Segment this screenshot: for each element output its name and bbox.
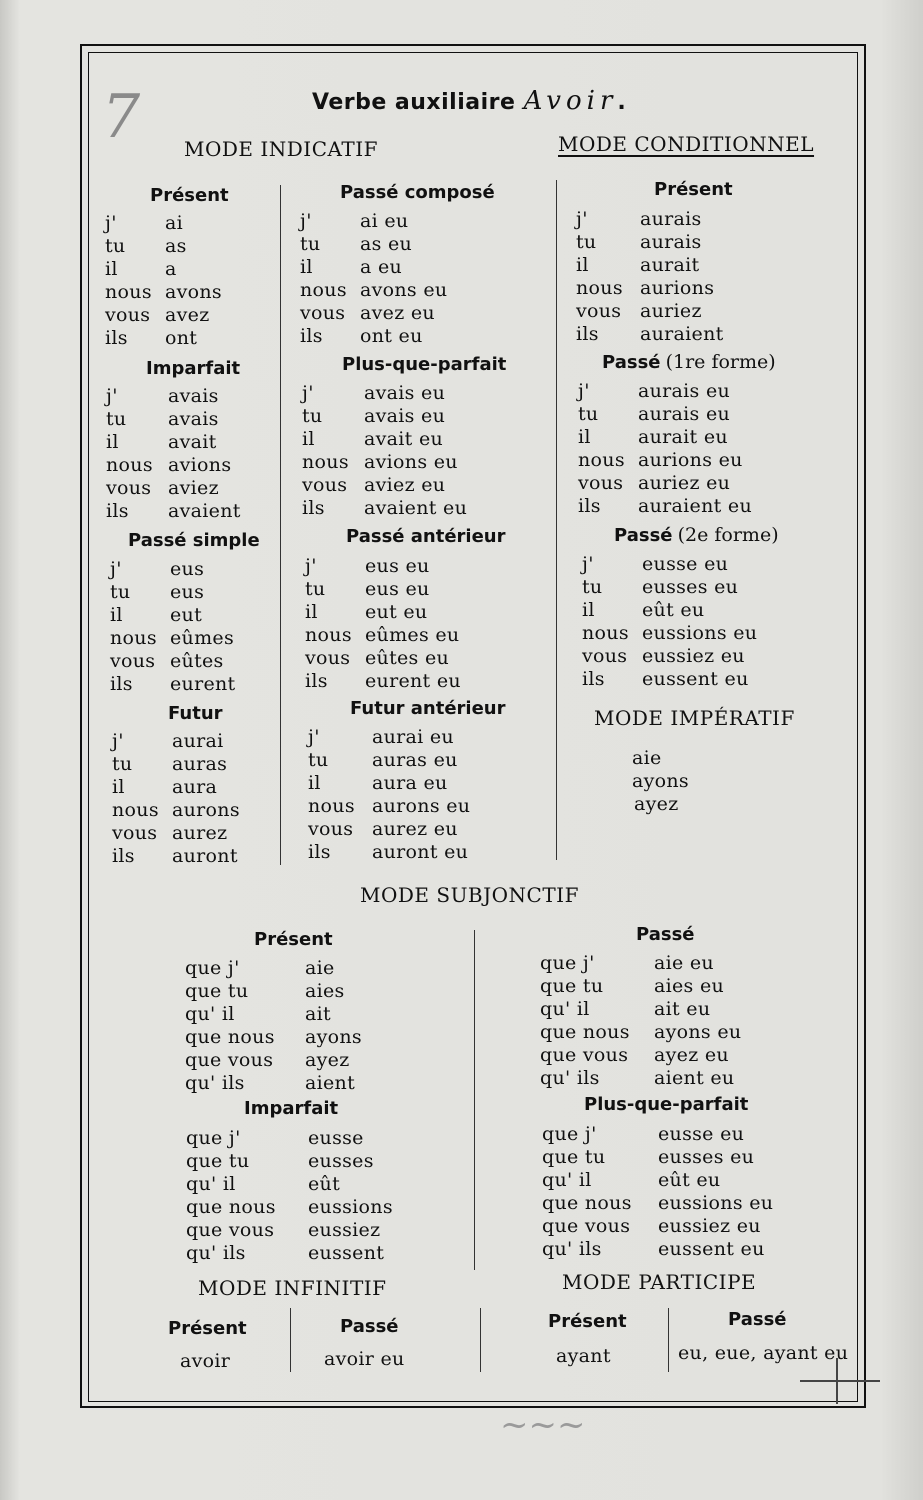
conj-form: aura eu bbox=[372, 772, 448, 794]
conj-form: as bbox=[165, 235, 187, 257]
conj-pronoun: que tu bbox=[185, 980, 249, 1002]
conj-pronoun: qu' ils bbox=[186, 1242, 246, 1264]
conj-pronoun: j' bbox=[106, 385, 118, 407]
conj-form: avais eu bbox=[364, 405, 446, 427]
conj-form: aurai eu bbox=[372, 726, 454, 748]
conj-form: avais bbox=[168, 385, 219, 407]
conj-pronoun: vous bbox=[302, 474, 348, 496]
conj-form: eusses eu bbox=[642, 576, 739, 598]
conj-form: ont eu bbox=[360, 325, 423, 347]
participe-present-value: ayant bbox=[556, 1345, 611, 1367]
conj-pronoun: il bbox=[112, 776, 125, 798]
participe-passe-label: Passé bbox=[728, 1309, 787, 1330]
conj-form: avons bbox=[165, 281, 222, 303]
page-title bbox=[312, 88, 626, 114]
conj-pronoun: nous bbox=[302, 451, 349, 473]
conj-pronoun: ils bbox=[110, 673, 133, 695]
conj-form: aurait eu bbox=[638, 426, 728, 448]
conj-pronoun: tu bbox=[576, 231, 597, 253]
conj-form: auras bbox=[172, 753, 228, 775]
conj-form: avait bbox=[168, 431, 217, 453]
conj-pronoun: tu bbox=[305, 578, 326, 600]
conj-form: eussions eu bbox=[642, 622, 758, 644]
infinitif-passe-label: Passé bbox=[340, 1316, 399, 1337]
mode-subjonctif-heading: MODE SUBJONCTIF bbox=[360, 883, 579, 907]
tense-cond-present: Présent bbox=[654, 179, 733, 200]
tense-subj-present: Présent bbox=[254, 929, 333, 950]
mode-participe-heading: MODE PARTICIPE bbox=[562, 1270, 757, 1294]
conj-form: ait eu bbox=[654, 998, 711, 1020]
conj-pronoun: vous bbox=[105, 304, 151, 326]
conj-pronoun: j' bbox=[110, 558, 122, 580]
conj-pronoun: vous bbox=[110, 650, 156, 672]
tense-cond-passe2 bbox=[614, 526, 779, 545]
conj-pronoun: tu bbox=[106, 408, 127, 430]
tense-passe-simple: Passé simple bbox=[128, 530, 260, 551]
conj-form: ai bbox=[165, 212, 184, 234]
mode-conditionnel-heading: MODE CONDITIONNEL bbox=[558, 132, 815, 156]
conj-pronoun: que vous bbox=[542, 1215, 631, 1237]
conj-pronoun: que j' bbox=[540, 952, 595, 974]
conj-form: aies bbox=[305, 980, 345, 1002]
conj-pronoun: qu' ils bbox=[185, 1072, 245, 1094]
conj-form: avions eu bbox=[364, 451, 458, 473]
conj-pronoun: j' bbox=[305, 555, 317, 577]
conj-form: eussent eu bbox=[642, 668, 749, 690]
conj-pronoun: vous bbox=[582, 645, 628, 667]
conj-pronoun: nous bbox=[578, 449, 625, 471]
conj-pronoun: que tu bbox=[542, 1146, 606, 1168]
conj-pronoun: j' bbox=[112, 730, 124, 752]
divider-participe bbox=[668, 1308, 669, 1372]
tense-passe-compose: Passé composé bbox=[340, 182, 495, 203]
conj-form: aurions eu bbox=[638, 449, 743, 471]
conj-pronoun: tu bbox=[582, 576, 603, 598]
mode-infinitif-heading: MODE INFINITIF bbox=[198, 1276, 387, 1300]
conj-form: eusse eu bbox=[658, 1123, 745, 1145]
conj-form: eusses bbox=[308, 1150, 374, 1172]
conj-pronoun: vous bbox=[300, 302, 346, 324]
conj-pronoun: j' bbox=[105, 212, 117, 234]
conj-pronoun: nous bbox=[308, 795, 355, 817]
conj-form: aies eu bbox=[654, 975, 725, 997]
conj-pronoun: qu' ils bbox=[540, 1067, 600, 1089]
tense-cond-passe1-note: (1re forme) bbox=[665, 351, 776, 373]
conj-form: aurait bbox=[640, 254, 700, 276]
conj-form: eusse bbox=[308, 1127, 364, 1149]
infinitif-present-label: Présent bbox=[168, 1318, 247, 1339]
conj-form: aie eu bbox=[654, 952, 714, 974]
conj-form: aurez bbox=[172, 822, 228, 844]
conj-form: eûtes bbox=[170, 650, 224, 672]
tense-cond-passe2-note: (2e forme) bbox=[677, 524, 779, 546]
conj-pronoun: nous bbox=[110, 627, 157, 649]
conj-form: auras eu bbox=[372, 749, 458, 771]
conj-pronoun: il bbox=[305, 601, 318, 623]
conj-pronoun: tu bbox=[110, 581, 131, 603]
conj-form: eut bbox=[170, 604, 203, 626]
conj-form: aurons bbox=[172, 799, 240, 821]
participe-passe-value: eu, eue, ayant eu bbox=[678, 1342, 849, 1364]
pencil-mark-seven: 7 bbox=[102, 82, 141, 152]
conj-form: eûmes bbox=[170, 627, 234, 649]
conj-form: eut eu bbox=[365, 601, 428, 623]
conj-pronoun: ils bbox=[308, 841, 331, 863]
conj-form: aurai bbox=[172, 730, 224, 752]
conj-form: avait eu bbox=[364, 428, 444, 450]
divider-middle-bottom bbox=[480, 1308, 481, 1372]
conj-form: aurons eu bbox=[372, 795, 471, 817]
conj-form: eussions eu bbox=[658, 1192, 774, 1214]
conj-pronoun: nous bbox=[105, 281, 152, 303]
conj-pronoun: tu bbox=[105, 235, 126, 257]
conj-pronoun: j' bbox=[302, 382, 314, 404]
conj-form: aurais eu bbox=[638, 380, 731, 402]
tense-cond-passe1 bbox=[602, 353, 776, 372]
conj-form: aurais eu bbox=[638, 403, 731, 425]
pen-cross-mark bbox=[800, 1380, 880, 1382]
conj-pronoun: ils bbox=[106, 500, 129, 522]
conj-form: auraient bbox=[640, 323, 724, 345]
conj-form: eus eu bbox=[365, 578, 430, 600]
conj-pronoun: j' bbox=[582, 553, 594, 575]
conj-pronoun: tu bbox=[300, 233, 321, 255]
conj-pronoun: il bbox=[308, 772, 321, 794]
conj-pronoun: ils bbox=[302, 497, 325, 519]
conj-form: eusses eu bbox=[658, 1146, 755, 1168]
conj-pronoun: qu' il bbox=[540, 998, 590, 1020]
tense-subj-imparfait: Imparfait bbox=[244, 1098, 339, 1119]
conj-pronoun: vous bbox=[308, 818, 354, 840]
conj-pronoun: qu' il bbox=[185, 1003, 235, 1025]
conj-form: avions bbox=[168, 454, 232, 476]
conj-pronoun: que j' bbox=[542, 1123, 597, 1145]
conj-pronoun: j' bbox=[308, 726, 320, 748]
conj-form: aient bbox=[305, 1072, 356, 1094]
conj-form: aurez eu bbox=[372, 818, 458, 840]
conj-pronoun: que tu bbox=[186, 1150, 250, 1172]
imperatif-form-1: aie bbox=[632, 747, 662, 769]
conj-pronoun: nous bbox=[300, 279, 347, 301]
conj-pronoun: tu bbox=[112, 753, 133, 775]
participe-present-label: Présent bbox=[548, 1311, 627, 1332]
conj-pronoun: tu bbox=[302, 405, 323, 427]
conj-pronoun: que vous bbox=[185, 1049, 274, 1071]
conj-pronoun: vous bbox=[578, 472, 624, 494]
conj-form: ait bbox=[305, 1003, 331, 1025]
conj-form: eûmes eu bbox=[365, 624, 460, 646]
conj-pronoun: il bbox=[106, 431, 119, 453]
infinitif-present-value: avoir bbox=[180, 1350, 231, 1372]
conj-form: avais bbox=[168, 408, 219, 430]
conj-pronoun: j' bbox=[300, 210, 312, 232]
tense-present: Présent bbox=[150, 185, 229, 206]
conj-pronoun: ils bbox=[300, 325, 323, 347]
conj-pronoun: vous bbox=[106, 477, 152, 499]
conj-pronoun: qu' ils bbox=[542, 1238, 602, 1260]
conj-form: eûtes eu bbox=[365, 647, 450, 669]
conj-form: eussiez eu bbox=[642, 645, 745, 667]
divider-infinitif bbox=[290, 1308, 291, 1372]
imperatif-form-2: ayons bbox=[632, 770, 689, 792]
tense-futur-anterieur: Futur antérieur bbox=[350, 698, 506, 719]
conj-pronoun: nous bbox=[582, 622, 629, 644]
conj-pronoun: il bbox=[110, 604, 123, 626]
conj-form: ont bbox=[165, 327, 198, 349]
conj-form: avez bbox=[165, 304, 210, 326]
divider-conditionnel bbox=[556, 180, 557, 860]
tense-futur: Futur bbox=[168, 703, 223, 724]
conj-form: aviez bbox=[168, 477, 219, 499]
conj-form: eusse eu bbox=[642, 553, 729, 575]
conj-form: eussent eu bbox=[658, 1238, 765, 1260]
conj-form: ayez bbox=[305, 1049, 350, 1071]
conj-pronoun: qu' il bbox=[542, 1169, 592, 1191]
conj-pronoun: que nous bbox=[542, 1192, 632, 1214]
conj-form: aura bbox=[172, 776, 218, 798]
conj-pronoun: que vous bbox=[540, 1044, 629, 1066]
conj-form: avez eu bbox=[360, 302, 435, 324]
conj-form: avais eu bbox=[364, 382, 446, 404]
conj-form: auront bbox=[172, 845, 238, 867]
conj-pronoun: ils bbox=[105, 327, 128, 349]
conj-pronoun: ils bbox=[112, 845, 135, 867]
conj-form: avaient eu bbox=[364, 497, 468, 519]
conj-pronoun: il bbox=[578, 426, 591, 448]
conj-pronoun: ils bbox=[578, 495, 601, 517]
conj-form: eût eu bbox=[642, 599, 705, 621]
conj-pronoun: j' bbox=[578, 380, 590, 402]
conj-form: auraient eu bbox=[638, 495, 752, 517]
conj-form: eussiez eu bbox=[658, 1215, 761, 1237]
mode-indicatif-heading: MODE INDICATIF bbox=[184, 137, 378, 161]
conj-form: eus bbox=[170, 558, 205, 580]
conj-pronoun: tu bbox=[308, 749, 329, 771]
conj-form: eût eu bbox=[658, 1169, 721, 1191]
conj-pronoun: il bbox=[300, 256, 313, 278]
conj-pronoun: qu' il bbox=[186, 1173, 236, 1195]
conj-form: eussiez bbox=[308, 1219, 381, 1241]
conj-pronoun: que vous bbox=[186, 1219, 275, 1241]
tense-cond-passe2-label: Passé bbox=[614, 525, 673, 546]
conj-form: ai eu bbox=[360, 210, 409, 232]
conj-pronoun: j' bbox=[576, 208, 588, 230]
conj-form: aurais bbox=[640, 231, 702, 253]
conj-pronoun: ils bbox=[576, 323, 599, 345]
tense-subj-passe: Passé bbox=[636, 924, 695, 945]
conj-form: eurent eu bbox=[365, 670, 461, 692]
conj-form: eussent bbox=[308, 1242, 385, 1264]
tense-passe-anterieur: Passé antérieur bbox=[346, 526, 506, 547]
conj-form: auront eu bbox=[372, 841, 469, 863]
conj-pronoun: ils bbox=[582, 668, 605, 690]
infinitif-passe-value: avoir eu bbox=[324, 1348, 405, 1370]
tense-subj-plus-que-parfait: Plus-que-parfait bbox=[584, 1094, 749, 1115]
title-dot: . bbox=[617, 90, 627, 115]
conj-pronoun: il bbox=[105, 258, 118, 280]
conj-form: as eu bbox=[360, 233, 413, 255]
conj-pronoun: nous bbox=[576, 277, 623, 299]
conj-pronoun: que j' bbox=[185, 957, 240, 979]
imperatif-form-3: ayez bbox=[634, 793, 679, 815]
tense-plus-que-parfait: Plus-que-parfait bbox=[342, 354, 507, 375]
conj-form: a eu bbox=[360, 256, 403, 278]
pencil-scribble: ~~~ bbox=[500, 1405, 586, 1445]
conj-form: avaient bbox=[168, 500, 241, 522]
conj-pronoun: que j' bbox=[186, 1127, 241, 1149]
conj-pronoun: que nous bbox=[540, 1021, 630, 1043]
conj-form: aie bbox=[305, 957, 335, 979]
conj-pronoun: que nous bbox=[185, 1026, 275, 1048]
conj-form: a bbox=[165, 258, 177, 280]
conj-pronoun: il bbox=[582, 599, 595, 621]
conj-form: avons eu bbox=[360, 279, 448, 301]
tense-imparfait: Imparfait bbox=[146, 358, 241, 379]
conj-pronoun: que nous bbox=[186, 1196, 276, 1218]
conj-pronoun: ils bbox=[305, 670, 328, 692]
conj-form: eurent bbox=[170, 673, 236, 695]
conj-form: aient eu bbox=[654, 1067, 735, 1089]
conj-form: ayons eu bbox=[654, 1021, 742, 1043]
title-label: Verbe auxiliaire bbox=[312, 90, 516, 115]
conj-form: auriez bbox=[640, 300, 702, 322]
conj-form: aurions bbox=[640, 277, 715, 299]
conj-form: aviez eu bbox=[364, 474, 446, 496]
conj-pronoun: nous bbox=[305, 624, 352, 646]
conj-pronoun: que tu bbox=[540, 975, 604, 997]
conj-pronoun: vous bbox=[112, 822, 158, 844]
pen-cross-mark-vertical bbox=[836, 1358, 838, 1404]
conj-form: eus bbox=[170, 581, 205, 603]
conj-form: ayez eu bbox=[654, 1044, 729, 1066]
conj-form: eus eu bbox=[365, 555, 430, 577]
mode-imperatif-heading: MODE IMPÉRATIF bbox=[594, 706, 795, 730]
conj-pronoun: il bbox=[576, 254, 589, 276]
divider-indicatif bbox=[280, 185, 281, 865]
conj-form: ayons bbox=[305, 1026, 362, 1048]
conj-pronoun: vous bbox=[305, 647, 351, 669]
conj-form: aurais bbox=[640, 208, 702, 230]
conj-form: auriez eu bbox=[638, 472, 731, 494]
conj-pronoun: il bbox=[302, 428, 315, 450]
conj-pronoun: tu bbox=[578, 403, 599, 425]
conj-form: eût bbox=[308, 1173, 341, 1195]
conj-form: eussions bbox=[308, 1196, 393, 1218]
divider-subjonctif bbox=[474, 930, 475, 1270]
conj-pronoun: vous bbox=[576, 300, 622, 322]
conj-pronoun: nous bbox=[112, 799, 159, 821]
title-verb: Avoir bbox=[523, 86, 618, 116]
tense-cond-passe1-label: Passé bbox=[602, 352, 661, 373]
conj-pronoun: nous bbox=[106, 454, 153, 476]
